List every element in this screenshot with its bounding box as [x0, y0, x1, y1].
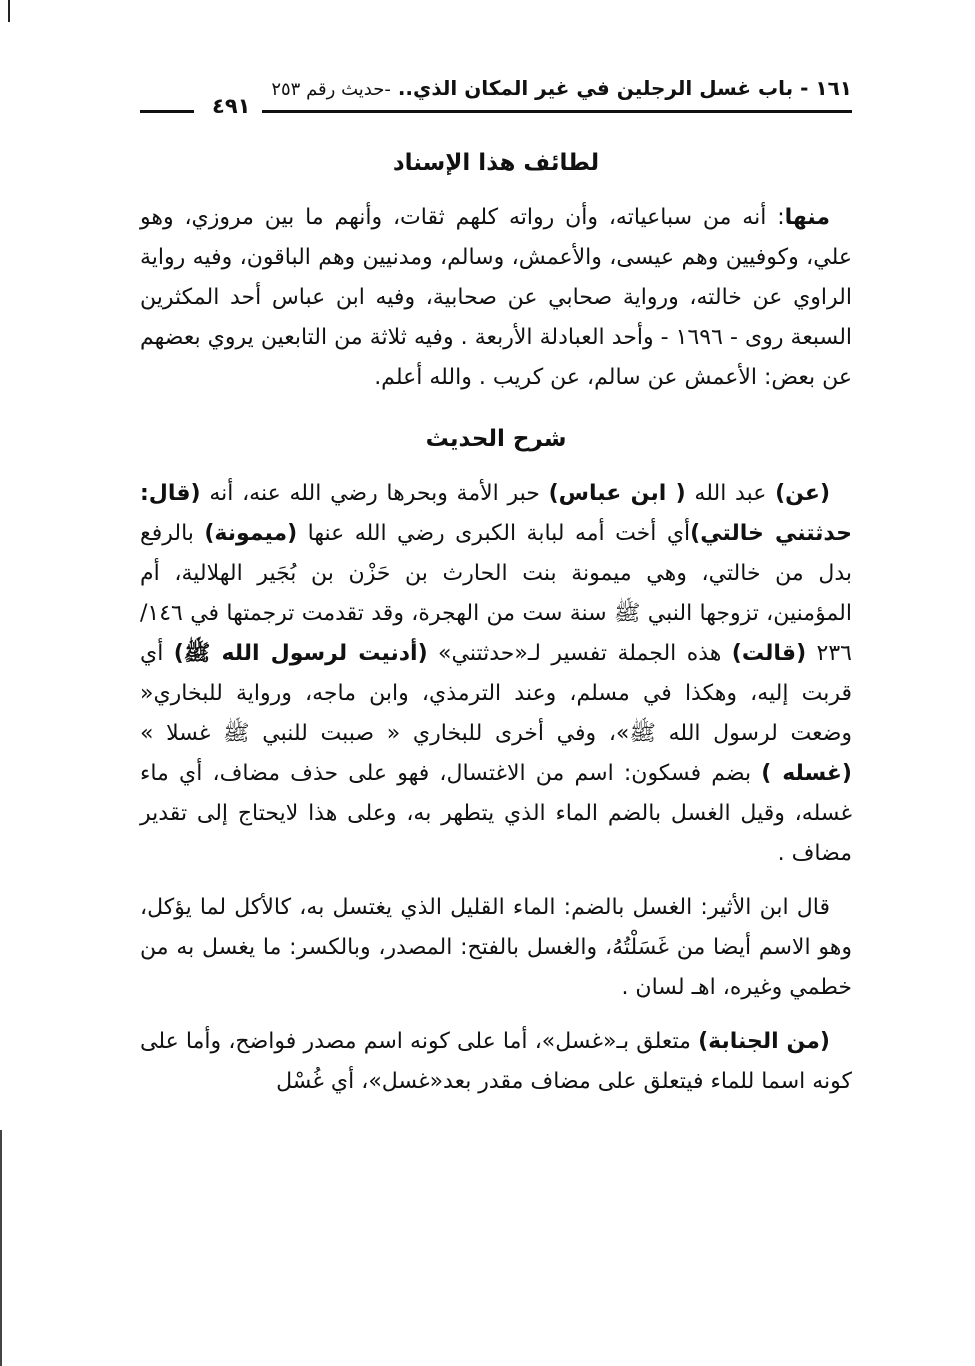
- header-rule: [262, 110, 852, 113]
- text-run: بالرفع بدل من خالتي، وهي ميمونة بنت الحارث بن حَزْن بن بُجَير الهلالية، أم المؤمنين، تزوجها النبي ﷺ سنة ست من الهجرة، وقد تقدمت ترجمتها في ١٤٦/ ٢٣٦: [140, 521, 852, 666]
- paragraph-text: : أنه من سباعياته، وأن رواته كلهم ثقات، وأنهم ما بين مروزي، وهو علي، وكوفيين وهم عيسى، والأعمش، وسالم، ومدنيين وهم الباقون، وفيه رواية الراوي عن خالته، ورواية صحابي عن صحابية، وفيه ابن عباس أحد المكثرين السبعة روى - ١٦٩٦ - وأحد العبادلة الأربعة . وفيه ثلاثة من التابعين يروي بعضهم عن بعض: الأعمش عن سالم، عن كريب . والله أعلم.: [140, 205, 853, 390]
- keyword: (قال: حدثتني خالتي): [140, 481, 852, 546]
- text-run: أي أخت أمه لبابة الكبرى رضي الله عنها: [297, 521, 691, 546]
- hadith-reference: -حديث رقم ٢٥٣: [271, 79, 391, 100]
- paragraph-isnad: [140, 198, 852, 398]
- keyword: (قالت): [731, 641, 807, 666]
- keyword: ( ابن عباس): [548, 481, 686, 506]
- keyword: (أدنيت لرسول الله ﷺ): [173, 641, 428, 666]
- page-number: ٤٩١: [204, 94, 258, 118]
- paragraph-sharh-3: [140, 1022, 852, 1102]
- paragraph-sharh-2: قال ابن الأثير: الغسل بالضم: الماء القليل الذي يغتسل به، كالأكل لما يؤكل، وهو الاسم أيضا من غَسَلْتُهُ، والغسل بالفتح: المصدر، وبالكسر: ما يغسل به من خطمي وغيره، اهـ لسان .: [140, 895, 852, 1000]
- text-run: حبر الأمة وبحرها رضي الله عنه، أنه: [200, 481, 549, 506]
- lead-word: منها: [784, 205, 830, 230]
- book-page: [140, 70, 852, 1340]
- running-header: [140, 70, 852, 122]
- chapter-title: [271, 76, 852, 100]
- keyword: (غسله ): [761, 761, 852, 786]
- text-run: بضم فسكون: اسم من الاغتسال، فهو على حذف مضاف، أي ماء غسله، وقيل الغسل بالضم الماء الذي يتطهر به، وعلى هذا لايحتاج إلى تقدير مضاف .: [140, 761, 852, 866]
- text-run: عبد الله: [685, 481, 776, 506]
- keyword: (ميمونة): [204, 521, 298, 546]
- section-heading-sharh: شرح الحديث: [425, 426, 567, 452]
- chapter-title-text: ١٦١ - باب غسل الرجلين في غير المكان الذي..: [397, 76, 852, 100]
- paragraph-sharh-1: [140, 474, 852, 874]
- scan-edge-mark: [8, 0, 10, 22]
- scan-edge-mark: [0, 1130, 2, 1366]
- text-run: هذه الجملة تفسير لـ«حدثتني»: [427, 641, 732, 666]
- text-run: أي قربت إليه، وهكذا في مسلم، وعند الترمذي، وابن ماجه، ورواية للبخاري« وضعت لرسول الله ﷺ»، وفي أخرى للبخاري « صببت للنبي ﷺ غسلا »: [140, 641, 852, 746]
- keyword: (عن): [775, 481, 831, 506]
- text-run: متعلق بـ«غسل»، أما على كونه اسم مصدر فواضح، وأما على كونه اسما للماء فيتعلق على مضاف مقدر بعد«غسل»، أي غُسْل: [140, 1029, 852, 1094]
- section-heading-isnad: لطائف هذا الإسناد: [392, 150, 600, 176]
- keyword: (من الجنابة): [698, 1029, 830, 1054]
- header-rule-end: [140, 110, 194, 113]
